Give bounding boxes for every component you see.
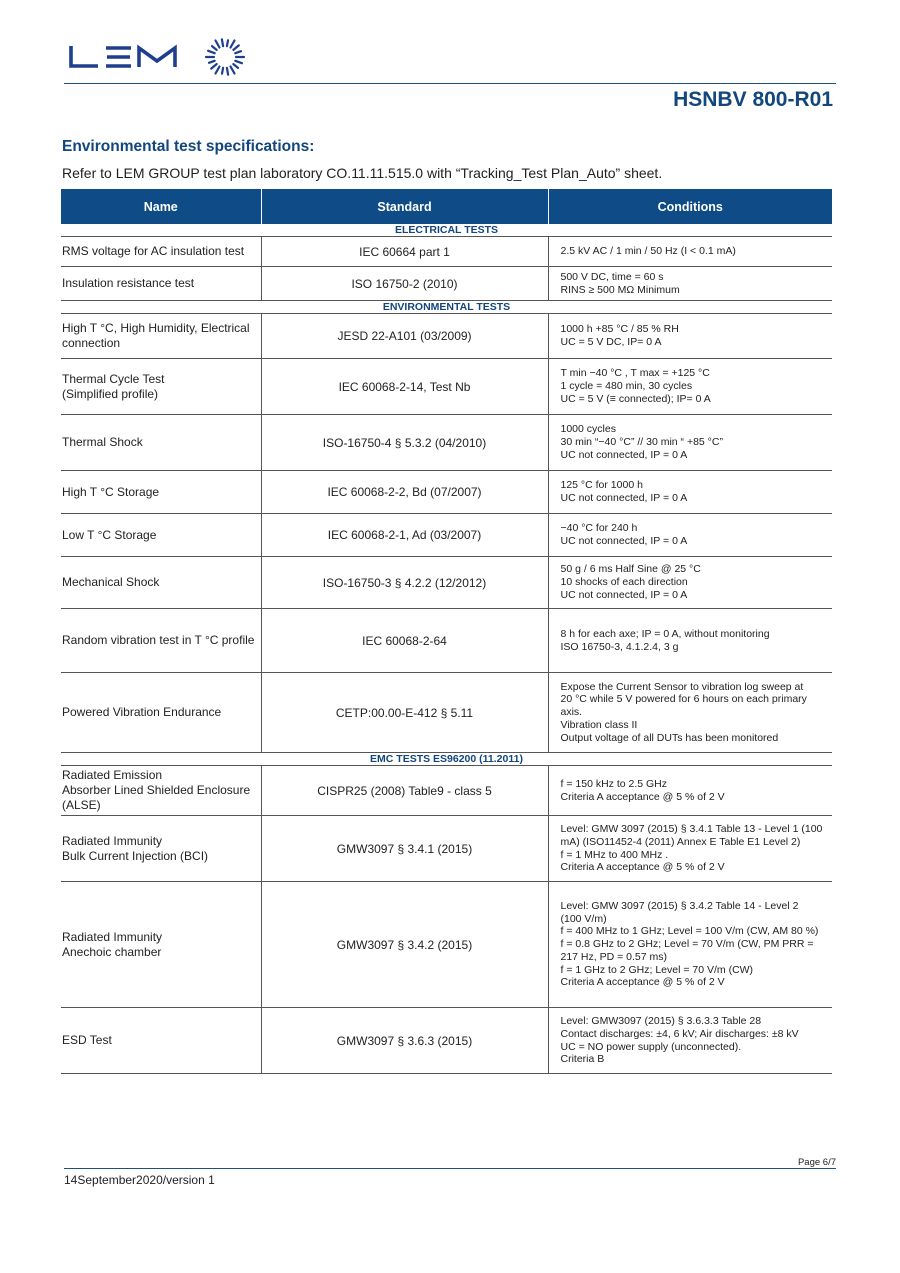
conditions-cell (548, 267, 832, 301)
test-name-cell (61, 673, 261, 753)
table-row (61, 471, 832, 514)
header-standard: Standard (261, 189, 548, 224)
table-row (61, 766, 832, 816)
conditions-cell (548, 882, 832, 1008)
table-row (61, 609, 832, 673)
condition-line: f = 1 GHz to 2 GHz; Level = 70 V/m (CW) (560, 963, 754, 976)
condition-line: 125 °C for 1000 h (560, 479, 643, 492)
test-name-line: (Simplified profile) (62, 386, 159, 401)
table-row (61, 267, 832, 301)
condition-line: Level: GMW 3097 (2015) § 3.4.1 Table 13 - Level 1 (100 (560, 822, 823, 835)
condition-line: UC = 5 V (≡ connected); IP= 0 A (560, 392, 711, 405)
sunburst-ray (209, 61, 215, 63)
condition-line: Contact discharges: ±4, 6 kV; Air discharges: ±8 kV (560, 1027, 799, 1040)
page-number: Page 6/7 (797, 1157, 836, 1168)
condition-line: UC not connected, IP = 0 A (560, 492, 688, 504)
standard-cell: CISPR25 (2008) Table9 - class 5 (261, 766, 548, 816)
conditions-cell (548, 609, 832, 673)
sunburst-ray (212, 46, 217, 50)
test-name-line: High T °C Storage (62, 484, 160, 499)
test-name-line: ESD Test (62, 1033, 112, 1047)
sunburst-ray (231, 41, 235, 48)
condition-line: 10 shocks of each direction (560, 576, 688, 589)
sunburst-ray (222, 39, 223, 46)
section-title-cell: ELECTRICAL TESTS (61, 224, 832, 237)
section-title-cell: ENVIRONMENTAL TESTS (61, 301, 832, 314)
table-row (61, 882, 832, 1008)
test-name-cell (61, 471, 261, 514)
test-name-line: (ALSE) (62, 798, 101, 812)
condition-line: UC not connected, IP = 0 A (560, 535, 688, 547)
standard-cell: ISO-16750-3 § 4.2.2 (12/2012) (261, 557, 548, 609)
test-name-cell (61, 1008, 261, 1074)
conditions-cell (548, 314, 832, 359)
condition-line: f = 0.8 GHz to 2 GHz; Level = 70 V/m (CW, PM PRR = (560, 938, 814, 951)
condition-line: Criteria A acceptance @ 5 % of 2 V (560, 790, 725, 803)
conditions-cell (548, 766, 832, 816)
condition-line: f = 150 kHz to 2.5 GHz (560, 777, 668, 790)
condition-line: axis. (560, 706, 583, 719)
test-name-line: connection (62, 336, 121, 350)
sunburst-ray (233, 45, 238, 50)
table-header-row (61, 189, 832, 224)
standard-cell: GMW3097 § 3.6.3 (2015) (261, 1008, 548, 1074)
section-row (61, 224, 832, 237)
condition-line: f = 400 MHz to 1 GHz; Level = 100 V/m (CW, AM 80 %) (560, 925, 819, 938)
section-row (61, 753, 832, 766)
condition-line: 500 V DC, time = 60 s (560, 270, 664, 283)
standard-cell: IEC 60664 part 1 (261, 237, 548, 267)
test-name-cell (61, 359, 261, 415)
standard-cell: GMW3097 § 3.4.2 (2015) (261, 882, 548, 1008)
standard-cell: JESD 22-A101 (03/2009) (261, 314, 548, 359)
conditions-cell (548, 816, 832, 882)
sunburst-ray (235, 51, 241, 53)
standard-cell: IEC 60068-2-1, Ad (03/2007) (261, 514, 548, 557)
lem-logo-graphic (68, 36, 248, 80)
table-row (61, 1008, 832, 1074)
test-name-cell (61, 557, 261, 609)
sunburst-ray (231, 67, 235, 74)
conditions-cell (548, 557, 832, 609)
condition-line: Criteria A acceptance @ 5 % of 2 V (560, 976, 725, 989)
condition-line: 8 h for each axe; IP = 0 A, without monitoring (560, 627, 770, 640)
test-name-cell (61, 816, 261, 882)
condition-line: Output voltage of all DUTs has been monitored (560, 731, 779, 744)
header-rule (64, 83, 836, 84)
sunburst-ray (216, 67, 220, 74)
standard-cell: ISO 16750-2 (2010) (261, 267, 548, 301)
test-name-cell (61, 514, 261, 557)
test-name-line: Mechanical Shock (62, 575, 160, 589)
conditions-cell (548, 237, 832, 267)
condition-line: 1000 cycles (560, 423, 616, 436)
conditions-cell (548, 415, 832, 471)
sunburst-ray (216, 41, 220, 48)
section-row (61, 301, 832, 314)
test-name-line: Random vibration test in T °C profile (62, 633, 255, 647)
condition-line: Vibration class II (560, 718, 638, 731)
conditions-cell (548, 1008, 832, 1074)
test-name-cell (61, 314, 261, 359)
condition-line: 50 g / 6 ms Half Sine @ 25 °C (560, 563, 701, 576)
condition-line: UC = NO power supply (unconnected). (560, 1040, 742, 1053)
table-row (61, 673, 832, 753)
intro-text: Refer to LEM GROUP test plan laboratory CO.11.11.515.0 with “Tracking_Test Plan_Auto” sheet. (62, 165, 663, 181)
footer-rule (64, 1168, 836, 1169)
sunburst-ray (211, 64, 216, 69)
condition-line: 2.5 kV AC / 1 min / 50 Hz (I < 0.1 mA) (560, 245, 736, 258)
condition-line: Criteria B (560, 1053, 605, 1066)
condition-line: −40 °C for 240 h (560, 522, 638, 535)
conditions-cell (548, 359, 832, 415)
test-name-cell (61, 609, 261, 673)
header-name: Name (61, 189, 261, 224)
test-name-line: High T °C, High Humidity, Electrical (62, 321, 250, 335)
condition-line: (100 V/m) (560, 912, 607, 925)
test-name-line: Radiated Immunity (62, 929, 163, 944)
conditions-cell (548, 471, 832, 514)
test-name-line: Anechoic chamber (62, 944, 162, 959)
sunburst-ray (208, 51, 215, 53)
test-name-line: Absorber Lined Shielded Enclosure (62, 783, 251, 797)
condition-line: 1000 h +85 °C / 85 % RH (560, 323, 679, 336)
condition-line: UC not connected, IP = 0 A (560, 448, 688, 461)
sunburst-ray (227, 40, 228, 46)
condition-line: Criteria A acceptance @ 5 % of 2 V (560, 861, 725, 874)
header-conditions: Conditions (548, 189, 832, 224)
test-name-line: Bulk Current Injection (BCI) (62, 848, 209, 863)
condition-line: UC not connected, IP = 0 A (560, 588, 688, 601)
environmental-test-table (61, 189, 832, 1074)
sunburst-ray (222, 68, 223, 74)
standard-cell: ISO-16750-4 § 5.3.2 (04/2010) (261, 415, 548, 471)
condition-line: ISO 16750-3, 4.1.2.4, 3 g (560, 640, 679, 653)
conditions-cell (548, 673, 832, 753)
condition-line: Level: GMW3097 (2015) § 3.6.3.3 Table 28 (560, 1014, 762, 1027)
table-row (61, 514, 832, 557)
test-name-line: Powered Vibration Endurance (62, 705, 222, 719)
condition-line: f = 1 MHz to 400 MHz . (560, 848, 669, 861)
condition-line: Level: GMW 3097 (2015) § 3.4.2 Table 14 - Level 2 (560, 899, 799, 912)
test-name-cell (61, 882, 261, 1008)
sunburst-ray (233, 64, 238, 68)
test-name-line: Insulation resistance test (62, 276, 195, 290)
condition-line: 30 min “−40 °C” // 30 min “ +85 °C” (560, 436, 723, 449)
section-title: Environmental test specifications: (62, 138, 315, 155)
table-row (61, 816, 832, 882)
conditions-cell (548, 514, 832, 557)
test-name-line: Low T °C Storage (62, 527, 157, 542)
test-name-cell (61, 766, 261, 816)
condition-line: 217 Hz, PD = 0.57 ms) (560, 950, 668, 963)
condition-line: RINS ≥ 500 MΩ Minimum (560, 283, 680, 296)
condition-line: mA) (ISO11452-4 (2011) Annex E Table E1 Level 2) (560, 835, 801, 848)
table-row (61, 557, 832, 609)
table-row (61, 415, 832, 471)
sunburst-ray (227, 68, 228, 75)
condition-line: 20 °C while 5 V powered for 6 hours on each primary (560, 693, 807, 706)
table-row (61, 314, 832, 359)
document-id: HSNBV 800-R01 (673, 88, 833, 111)
test-name-line: Thermal Shock (62, 435, 143, 449)
table-row (61, 359, 832, 415)
condition-line: 1 cycle = 480 min, 30 cycles (560, 380, 693, 393)
test-name-line: Radiated Immunity (62, 833, 163, 848)
standard-cell: CETP:00.00-E-412 § 5.11 (261, 673, 548, 753)
test-name-cell (61, 267, 261, 301)
condition-line: Expose the Current Sensor to vibration log sweep at (560, 680, 804, 693)
standard-cell: IEC 60068-2-14, Test Nb (261, 359, 548, 415)
test-name-line: RMS voltage for AC insulation test (62, 244, 245, 258)
footer-date-version: 14September2020/version 1 (64, 1173, 215, 1187)
condition-line: UC = 5 V DC, IP= 0 A (560, 336, 662, 348)
sunburst-ray (235, 61, 242, 63)
section-title-cell: EMC TESTS ES96200 (11.2011) (61, 753, 832, 766)
standard-cell: IEC 60068-2-2, Bd (07/2007) (261, 471, 548, 514)
standard-cell: IEC 60068-2-64 (261, 609, 548, 673)
test-name-cell (61, 237, 261, 267)
lem-logo (68, 36, 248, 80)
test-name-line: Radiated Emission (62, 768, 163, 782)
test-name-line: Thermal Cycle Test (62, 371, 165, 386)
condition-line: T min −40 °C , T max = +125 °C (560, 367, 710, 380)
standard-cell: GMW3097 § 3.4.1 (2015) (261, 816, 548, 882)
test-name-cell (61, 415, 261, 471)
table-row (61, 237, 832, 267)
